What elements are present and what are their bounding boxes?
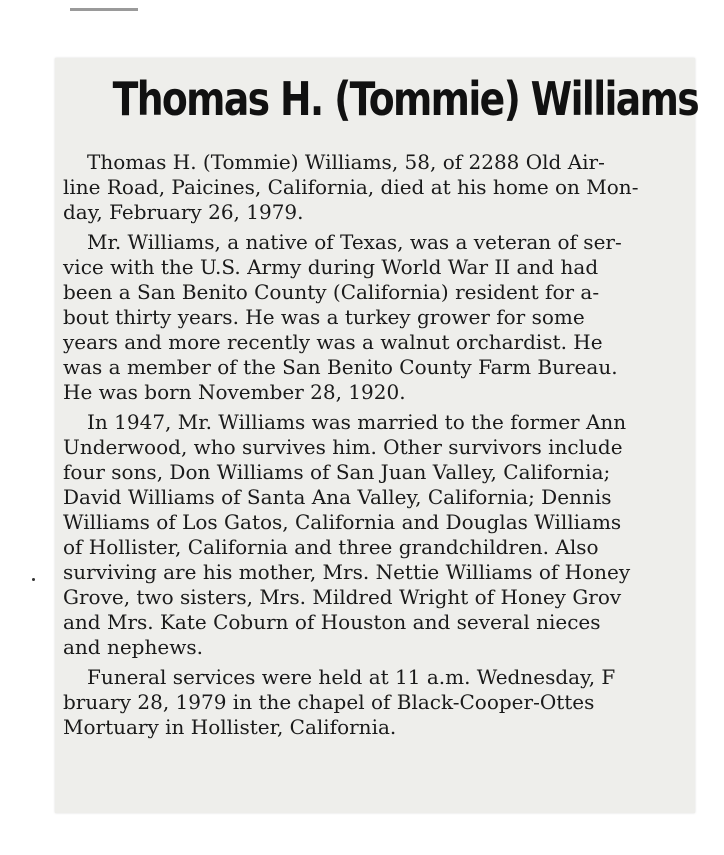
text-line: In 1947, Mr. Williams was married to the former Ann: [87, 410, 627, 434]
stray-ink-dot: [32, 578, 35, 581]
obituary-headline: Thomas H. (Tommie) Williams: [112, 72, 699, 126]
paragraph-death-notice: [63, 150, 698, 225]
text-line: David Williams of Santa Ana Valley, California; Dennis: [63, 485, 612, 509]
text-line: He was born November 28, 1920.: [63, 380, 406, 404]
text-line: line Road, Paicines, California, died at his home on Mon-: [63, 175, 639, 199]
text-line: surviving are his mother, Mrs. Nettie Williams of Honey: [63, 560, 631, 584]
text-line: Underwood, who survives him. Other survivors include: [63, 435, 623, 459]
text-line: day, February 26, 1979.: [63, 200, 304, 224]
text-line: and Mrs. Kate Coburn of Houston and several nieces: [63, 610, 601, 634]
text-line: four sons, Don Williams of San Juan Valley, California;: [63, 460, 611, 484]
text-line: Thomas H. (Tommie) Williams, 58, of 2288 Old Air-: [87, 150, 605, 174]
text-line: of Hollister, California and three grandchildren. Also: [63, 535, 599, 559]
paragraph-biography: [63, 230, 698, 405]
text-line: bruary 28, 1979 in the chapel of Black-Cooper-Ottes: [63, 690, 595, 714]
text-line: Grove, two sisters, Mrs. Mildred Wright of Honey Grov: [63, 585, 622, 609]
text-line: Mr. Williams, a native of Texas, was a veteran of ser-: [87, 230, 622, 254]
newspaper-clipping: [55, 58, 699, 813]
text-line: Mortuary in Hollister, California.: [63, 715, 397, 739]
text-line: been a San Benito County (California) resident for a-: [63, 280, 600, 304]
text-line: was a member of the San Benito County Farm Bureau.: [63, 355, 618, 379]
text-line: bout thirty years. He was a turkey grower for some: [63, 305, 585, 329]
text-line: Williams of Los Gatos, California and Douglas Williams: [63, 510, 622, 534]
text-line: years and more recently was a walnut orchardist. He: [63, 330, 603, 354]
obituary-body: [63, 150, 698, 745]
paragraph-survivors: [63, 410, 698, 660]
text-line: and nephews.: [63, 635, 203, 659]
paragraph-funeral: [63, 665, 698, 740]
text-line: vice with the U.S. Army during World War II and had: [63, 255, 599, 279]
text-line: Funeral services were held at 11 a.m. Wednesday, F: [87, 665, 616, 689]
scan-edge-mark: [70, 8, 138, 11]
